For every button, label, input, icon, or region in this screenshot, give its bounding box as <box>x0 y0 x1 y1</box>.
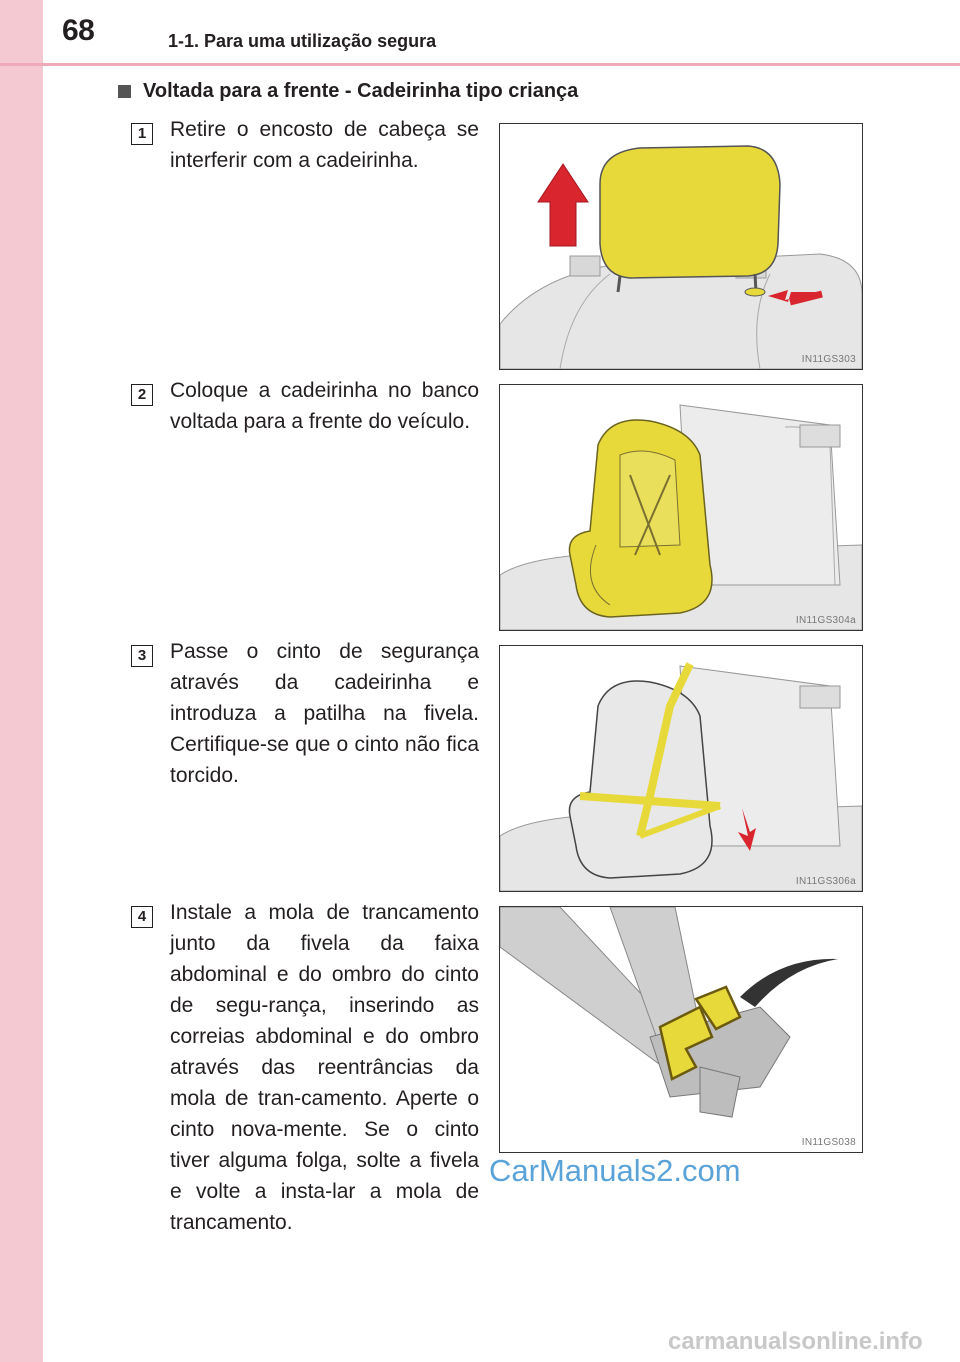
section-title: 1-1. Para uma utilização segura <box>168 31 437 51</box>
page-number: 68 <box>62 14 95 47</box>
subsection-heading <box>118 80 578 103</box>
figure-code: IN11GS306a <box>795 876 856 887</box>
step-text: Passe o cinto de segurança através da cadeirinha e introduza a patilha na fivela. Certifique-se que o cinto não fica torcido. <box>170 640 479 787</box>
step-number: 4 <box>131 906 153 928</box>
square-bullet-icon <box>118 85 131 98</box>
step-number: 2 <box>131 384 153 406</box>
child-seat-illustration <box>500 385 862 630</box>
step-text: Retire o encosto de cabeça se interferir com a cadeirinha. <box>170 118 479 172</box>
page-sidebar-band <box>0 0 43 1362</box>
seat-belt-routing-illustration <box>500 646 862 891</box>
watermark-carmanuals2: CarManuals2.com <box>489 1153 741 1188</box>
headrest-illustration <box>500 124 862 369</box>
figure-code: IN11GS303 <box>801 354 856 365</box>
step-text: Instale a mola de trancamento junto da fivela da faixa abdominal e do ombro do cinto de segu-rança, inserindo as correias abdominal e do ombro através das reentrâncias da mola de tran-camento. Aperte o cinto nova-mente. Se o cinto tiver alguma folga, solte a fivela e volte a insta-lar a mola de trancamento. <box>170 901 479 1234</box>
step-text: Coloque a cadeirinha no banco voltada para a frente do veículo. <box>170 379 479 433</box>
watermark-carmanualsonline: carmanualsonline.info <box>668 1328 923 1355</box>
figure-remove-headrest <box>499 123 863 370</box>
step-number: 1 <box>131 123 153 145</box>
header-rule <box>0 63 960 66</box>
figure-locking-clip <box>499 906 863 1153</box>
locking-clip-illustration <box>500 907 862 1152</box>
figure-code: IN11GS304a <box>795 615 856 626</box>
subsection-heading-text: Voltada para a frente - Cadeirinha tipo criança <box>143 80 579 102</box>
step-number: 3 <box>131 645 153 667</box>
figure-code: IN11GS038 <box>801 1137 856 1148</box>
figure-route-seat-belt <box>499 645 863 892</box>
figure-place-child-seat <box>499 384 863 631</box>
